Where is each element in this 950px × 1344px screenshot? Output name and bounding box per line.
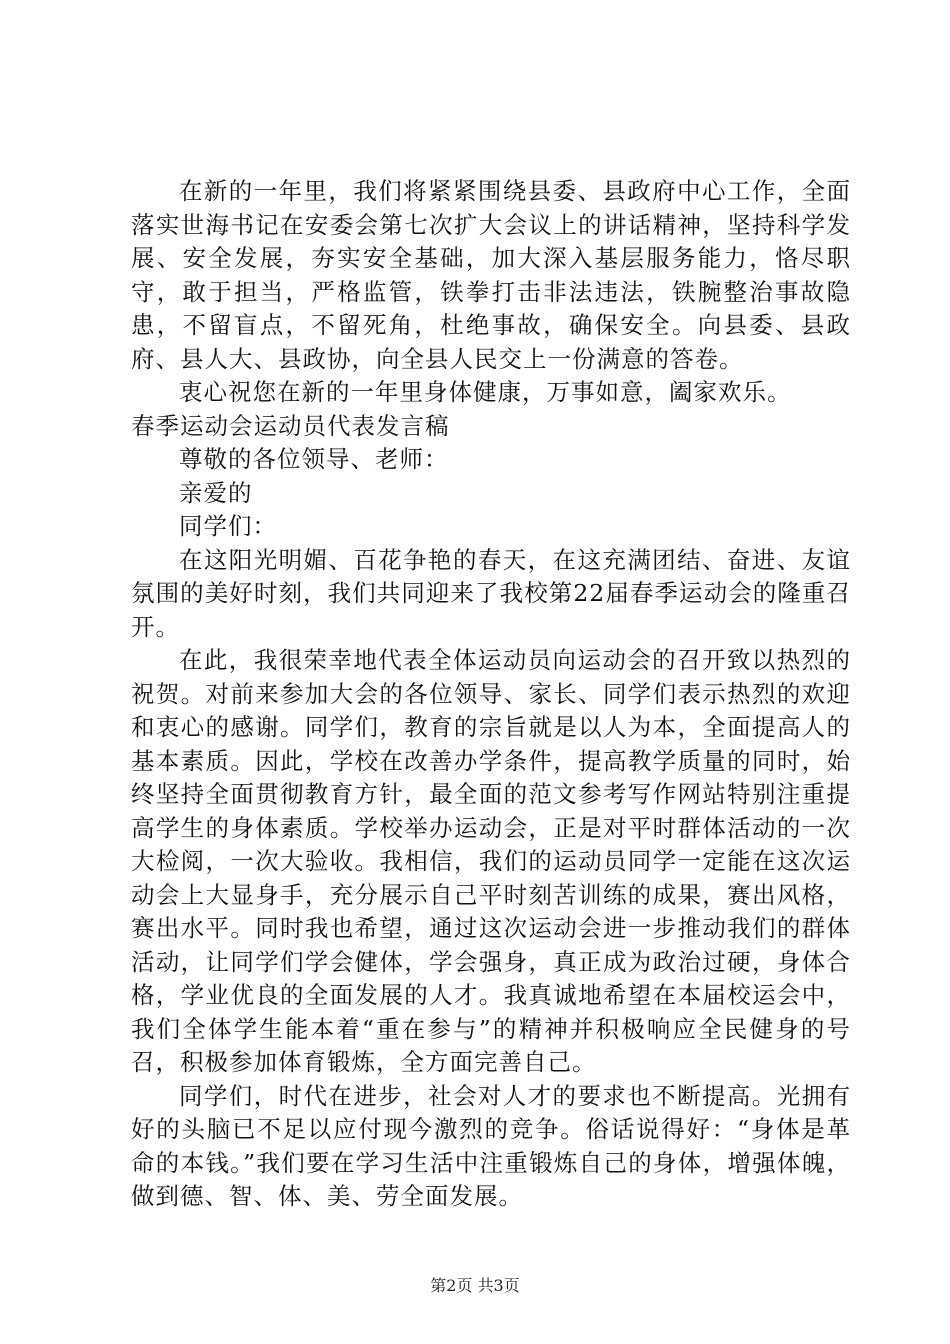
paragraph: 在此，我很荣幸地代表全体运动员向运动会的召开致以热烈的祝贺。对前来参加大会的各位领导、家长、同学们表示热烈的欢迎和衷心的感谢。同学们，教育的宗旨就是以人为本，全面提高人的基本素质。因此，学校在改善办学条件，提高教学质量的同时，始终坚持全面贯彻教育方针，最全面的范文参考写作网站特别注重提高学生的身体素质。学校举办运动会，正是对平时群体活动的一次大检阅，一次大验收。我相信，我们的运动员同学一定能在这次运动会上大显身手，充分展示自己平时刻苦训练的成果，赛出风格，赛出水平。同时我也希望，通过这次运动会进一步推动我们的群体活动，让同学们学会健体，学会强身，真正成为政治过硬，身体合格，学业优良的全面发展的人才。我真诚地希望在本届校运会中，我们全体学生能本着“重在参与”的精神并积极响应全民健身的号召，积极参加体育锻炼，全方面完善自己。 — [131, 646, 851, 1076]
paragraph: 在新的一年里，我们将紧紧围绕县委、县政府中心工作，全面落实世海书记在安委会第七次扩大会议上的讲话精神，坚持科学发展、安全发展，夯实安全基础，加大深入基层服务能力，恪尽职守，敢于担当，严格监管，铁拳打击非法违法，铁腕整治事故隐患，不留盲点，不留死角，杜绝事故，确保安全。向县委、县政府、县人大、县政协，向全县人民交上一份满意的答卷。 — [131, 177, 851, 373]
salutation: 同学们： — [179, 512, 277, 540]
paragraph: 同学们，时代在进步，社会对人才的要求也不断提高。光拥有好的头脑已不足以应付现今激烈的竞争。俗话说得好：“身体是革命的本钱。”我们要在学习生活中注重锻炼自己的身体，增强体魄，做到德、智、体、美、劳全面发展。 — [131, 1081, 851, 1210]
page-number-footer: 第2页 共3页 — [430, 1276, 520, 1295]
document-title: 春季运动会运动员代表发言稿 — [131, 411, 450, 440]
salutation: 亲爱的 — [179, 478, 253, 507]
document-body — [131, 175, 851, 1214]
salutation: 尊敬的各位领导、老师： — [179, 445, 449, 473]
paragraph: 在这阳光明媚、百花争艳的春天，在这充满团结、奋进、友谊氛围的美好时刻，我们共同迎来了我校第22届春季运动会的隆重召开。 — [131, 545, 851, 641]
paragraph: 衷心祝您在新的一年里身体健康，万事如意，阖家欢乐。 — [179, 378, 792, 406]
